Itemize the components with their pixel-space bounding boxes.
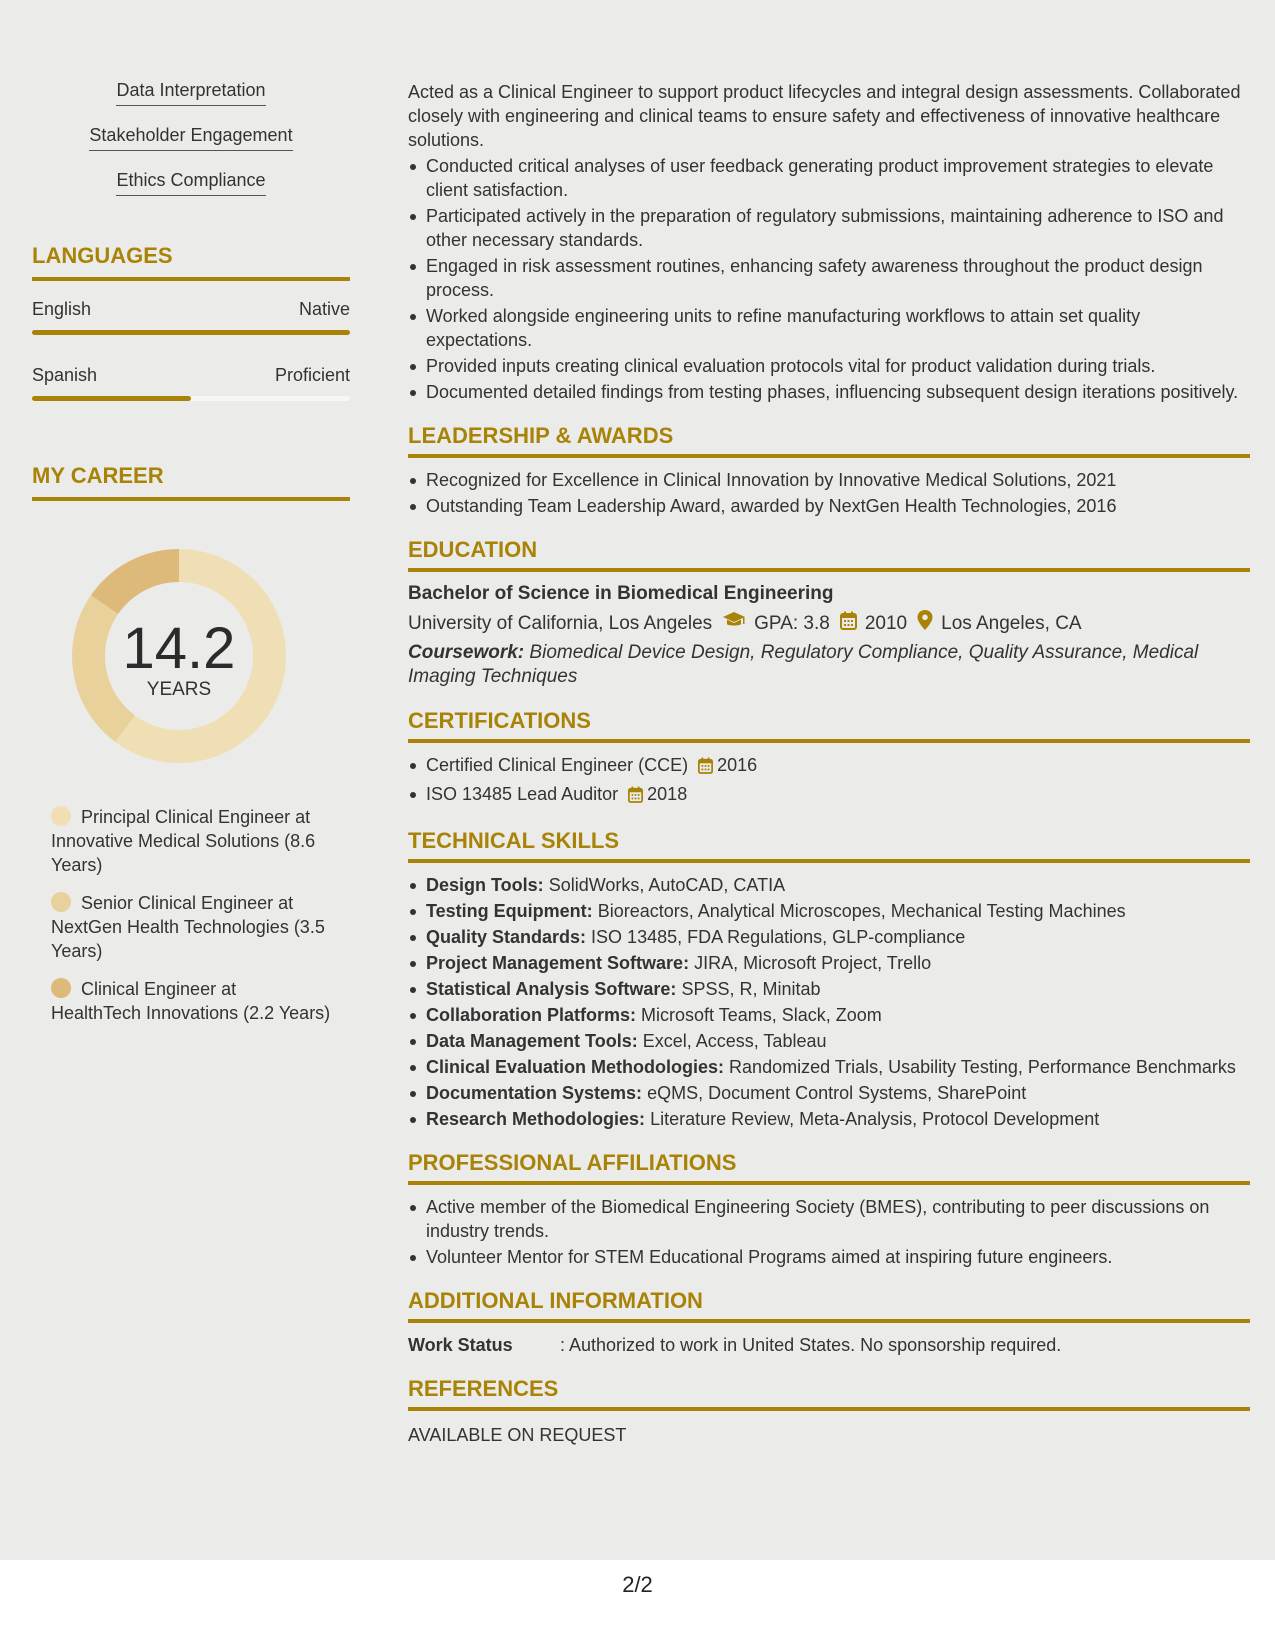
technical-skill-label: Design Tools:	[426, 875, 544, 895]
education-title: EDUCATION	[408, 538, 1250, 572]
technical-skills-list	[408, 873, 1250, 1131]
certification-item	[408, 753, 1250, 780]
language-bar	[32, 330, 350, 335]
location-pin-icon	[917, 610, 933, 637]
technical-skill-item	[408, 1107, 1250, 1131]
experience-bullet: Conducted critical analyses of user feedback generating product improvement strategies to elevate client satisfaction.	[408, 154, 1250, 202]
technical-skill-label: Testing Equipment:	[426, 901, 593, 921]
work-status-label: Work Status	[408, 1335, 513, 1355]
career-years-label: YEARS	[146, 679, 212, 700]
additional-info-title: ADDITIONAL INFORMATION	[408, 1289, 1250, 1323]
experience-bullet: Engaged in risk assessment routines, enhancing safety awareness throughout the product design process.	[408, 254, 1250, 302]
education-year: 2010	[864, 612, 908, 634]
experience-bullet: Participated actively in the preparation of regulatory submissions, maintaining adherence to ISO and other necessary standards.	[408, 204, 1250, 252]
language-level: Proficient	[274, 365, 350, 385]
calendar-icon	[840, 611, 857, 637]
technical-skill-label: Documentation Systems:	[426, 1083, 643, 1103]
languages-title: LANGUAGES	[32, 243, 350, 281]
language-name: English	[32, 299, 92, 319]
certifications-list	[408, 753, 1250, 809]
page-number: 2/2	[622, 1572, 653, 1597]
technical-skill-value: SPSS, R, Minitab	[681, 979, 821, 999]
certification-name: ISO 13485 Lead Auditor	[426, 784, 619, 804]
technical-skill-label: Research Methodologies:	[426, 1109, 646, 1129]
technical-skill-value: Microsoft Teams, Slack, Zoom	[641, 1005, 882, 1025]
certification-item	[408, 782, 1250, 809]
technical-skill-label: Project Management Software:	[426, 953, 690, 973]
language-bar-fill	[32, 396, 191, 401]
education-details	[408, 610, 1250, 637]
legend-dot	[51, 806, 71, 826]
certification-year: 2016	[717, 755, 758, 775]
education-coursework	[408, 641, 1250, 689]
technical-skill-label: Collaboration Platforms:	[426, 1005, 637, 1025]
certifications-title: CERTIFICATIONS	[408, 709, 1250, 743]
language-name: Spanish	[32, 365, 98, 385]
technical-skills-title: TECHNICAL SKILLS	[408, 829, 1250, 863]
right-column	[408, 80, 1250, 1447]
legend-dot	[51, 892, 71, 912]
technical-skill-label: Statistical Analysis Software:	[426, 979, 677, 999]
graduation-cap-icon	[722, 611, 746, 636]
education-degree: Bachelor of Science in Biomedical Engineering	[408, 583, 834, 604]
languages-list	[32, 299, 350, 401]
technical-skill-value: Bioreactors, Analytical Microscopes, Mechanical Testing Machines	[597, 901, 1126, 921]
career-role-label: Clinical Engineer at HealthTech Innovations (2.2 Years)	[51, 979, 331, 1023]
technical-skill-item	[408, 1029, 1250, 1053]
coursework-label: Coursework:	[408, 642, 525, 663]
technical-skill-item	[408, 951, 1250, 975]
career-donut-segment	[91, 549, 179, 614]
affiliation-item: Volunteer Mentor for STEM Educational Programs aimed at inspiring future engineers.	[408, 1245, 1250, 1269]
language-bar-fill	[32, 330, 350, 335]
education-location: Los Angeles, CA	[941, 612, 1082, 634]
career-total-years: 14.2	[122, 616, 236, 681]
career-legend-item	[51, 805, 331, 877]
experience-bullets	[408, 154, 1250, 404]
technical-skill-item	[408, 1003, 1250, 1027]
references-title: REFERENCES	[408, 1377, 1250, 1411]
work-status-value: : Authorized to work in United States. No sponsorship required.	[560, 1335, 1062, 1355]
skill-tag: Data Interpretation	[116, 80, 265, 106]
leadership-title: LEADERSHIP & AWARDS	[408, 424, 1250, 458]
career-donut-chart	[66, 543, 292, 769]
technical-skill-label: Quality Standards:	[426, 927, 587, 947]
technical-skill-value: ISO 13485, FDA Regulations, GLP-compliance	[591, 927, 966, 947]
technical-skill-value: Literature Review, Meta-Analysis, Protocol Development	[650, 1109, 1100, 1129]
skill-tag: Stakeholder Engagement	[89, 125, 292, 151]
technical-skill-label: Clinical Evaluation Methodologies:	[426, 1057, 725, 1077]
education-gpa: GPA: 3.8	[754, 612, 830, 634]
skills-list	[32, 80, 350, 215]
calendar-icon	[628, 785, 643, 809]
technical-skill-item	[408, 977, 1250, 1001]
leadership-list	[408, 468, 1250, 518]
career-legend-item	[51, 977, 331, 1025]
certification-year: 2018	[647, 784, 688, 804]
affiliations-title: PROFESSIONAL AFFILIATIONS	[408, 1151, 1250, 1185]
technical-skill-label: Data Management Tools:	[426, 1031, 638, 1051]
calendar-icon	[698, 756, 713, 780]
technical-skill-item	[408, 899, 1250, 923]
technical-skill-value: Excel, Access, Tableau	[642, 1031, 827, 1051]
affiliations-list	[408, 1195, 1250, 1269]
experience-intro: Acted as a Clinical Engineer to support product lifecycles and integral design assessments. Collaborated closely with engineering and clinical teams to ensure safety and effectiveness of innovative healthcare solutions.	[408, 82, 1241, 150]
career-role-label: Senior Clinical Engineer at NextGen Health Technologies (3.5 Years)	[51, 893, 325, 961]
coursework-text: Biomedical Device Design, Regulatory Compliance, Quality Assurance, Medical Imaging Techniques	[408, 642, 1199, 687]
experience-bullet: Worked alongside engineering units to refine manufacturing workflows to attain set quality expectations.	[408, 304, 1250, 352]
technical-skill-value: eQMS, Document Control Systems, SharePoint	[647, 1083, 1027, 1103]
language-row	[32, 299, 350, 320]
leadership-item: Recognized for Excellence in Clinical Innovation by Innovative Medical Solutions, 2021	[408, 468, 1250, 492]
left-column	[32, 80, 350, 1039]
legend-dot	[51, 978, 71, 998]
education-school: University of California, Los Angeles	[408, 612, 713, 634]
career-legend-item	[51, 891, 331, 963]
language-row	[32, 365, 350, 386]
experience-bullet: Documented detailed findings from testing phases, influencing subsequent design iterations positively.	[408, 380, 1250, 404]
references-text: AVAILABLE ON REQUEST	[408, 1425, 627, 1445]
skill-tag: Ethics Compliance	[116, 170, 265, 196]
leadership-item: Outstanding Team Leadership Award, awarded by NextGen Health Technologies, 2016	[408, 494, 1250, 518]
language-level: Native	[298, 299, 350, 319]
language-bar	[32, 396, 350, 401]
experience-bullet: Provided inputs creating clinical evaluation protocols vital for product validation during trials.	[408, 354, 1250, 378]
technical-skill-value: Randomized Trials, Usability Testing, Performance Benchmarks	[729, 1057, 1236, 1077]
technical-skill-value: SolidWorks, AutoCAD, CATIA	[548, 875, 786, 895]
technical-skill-item	[408, 1081, 1250, 1105]
career-legend	[51, 805, 331, 1025]
technical-skill-item	[408, 1055, 1250, 1079]
affiliation-item: Active member of the Biomedical Engineering Society (BMES), contributing to peer discussions on industry trends.	[408, 1195, 1250, 1243]
technical-skill-item	[408, 925, 1250, 949]
additional-info-row	[408, 1333, 1250, 1357]
certification-name: Certified Clinical Engineer (CCE)	[426, 755, 689, 775]
career-title: MY CAREER	[32, 463, 350, 501]
technical-skill-item	[408, 873, 1250, 897]
career-role-label: Principal Clinical Engineer at Innovative Medical Solutions (8.6 Years)	[51, 807, 316, 875]
technical-skill-value: JIRA, Microsoft Project, Trello	[694, 953, 932, 973]
